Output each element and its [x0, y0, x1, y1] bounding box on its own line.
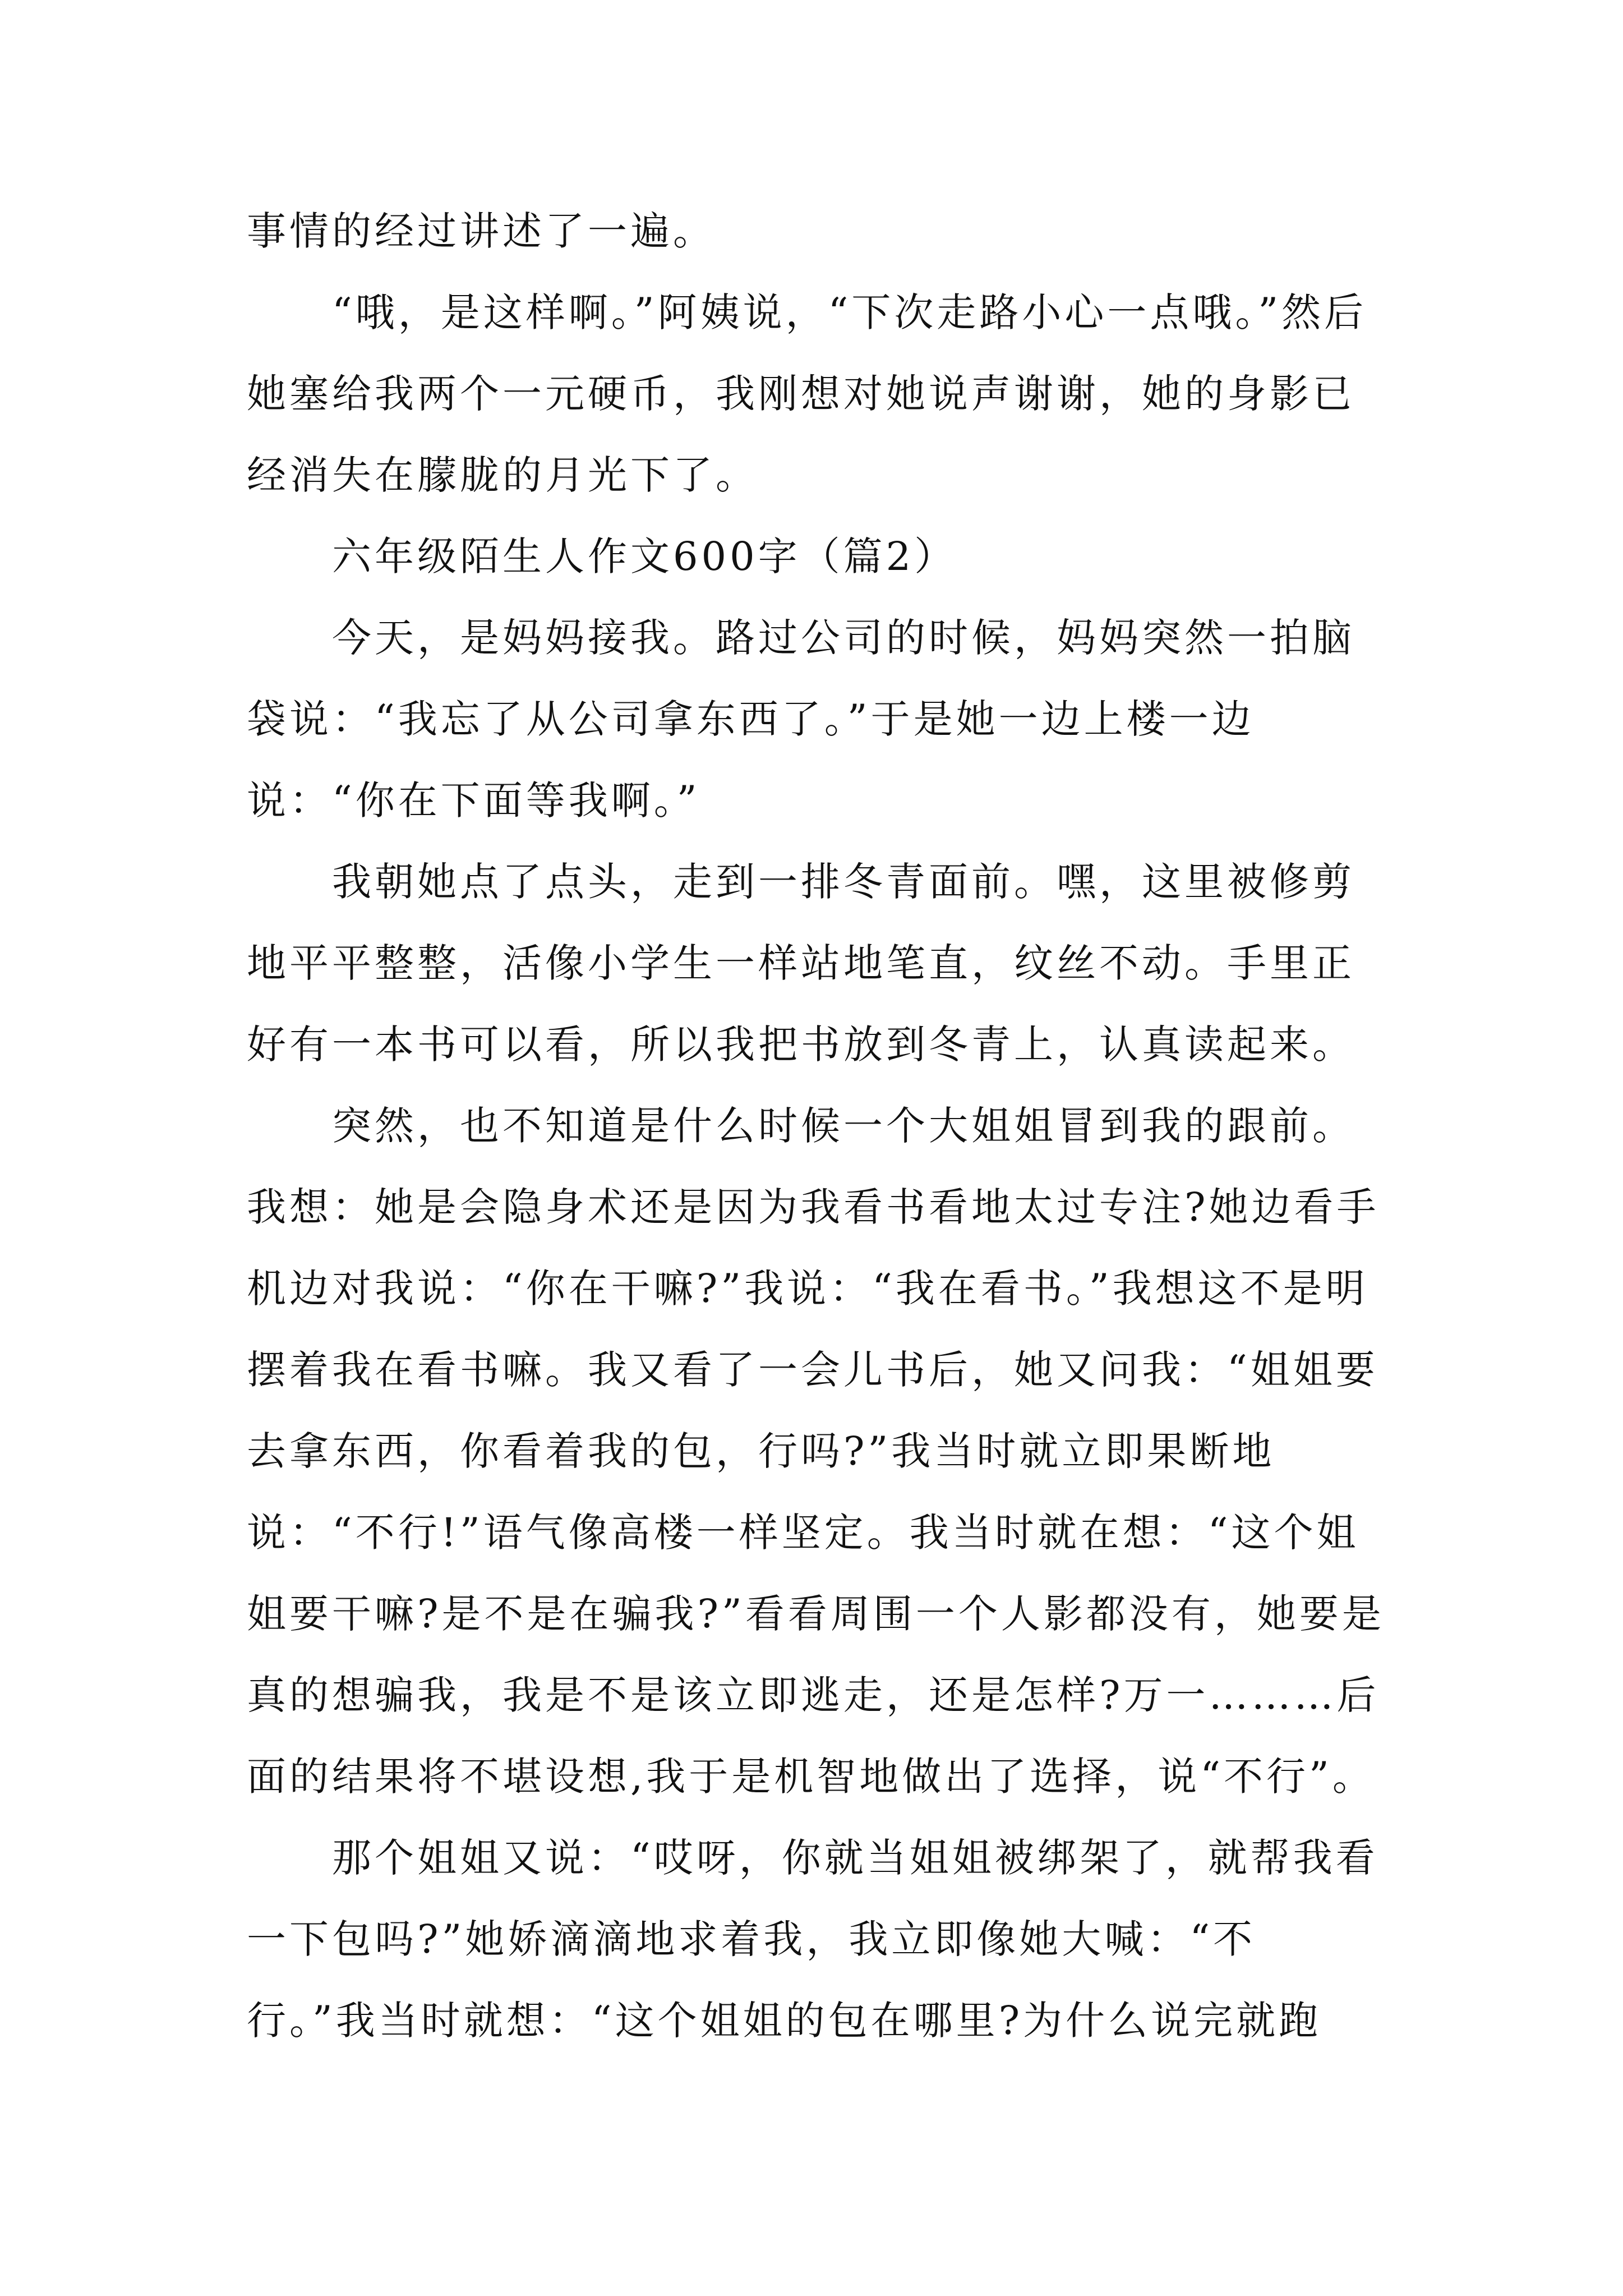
- document-body: [247, 191, 1385, 2062]
- paragraph-continuation: 事情的经过讲述了一遍。: [247, 208, 716, 254]
- paragraph-big-sister: 突然，也不知道是什么时候一个大姐姐冒到我的跟前。我想：她是会隐身术还是因为我看书看地太过专注?她边看手机边对我说：“你在干嘛?”我说：“我在看书。”我想这不是明摆着我在看书嘛。我又看了一会儿书后，她又问我：“姐姐要去拿东西，你看着我的包，行吗?”我当时就立即果断地说：“不行!”语气像高楼一样坚定。我当时就在想：“这个姐姐要干嘛?是不是在骗我?”看看周围一个人影都没有，她要是真的想骗我，我是不是该立即逃走，还是怎样?万一………后面的结果将不堪设想,我于是机智地做出了选择，说“不行”。: [247, 1103, 1385, 1800]
- essay-heading: 六年级陌生人作文600字（篇2）: [332, 533, 957, 579]
- paragraph-hedge: 我朝她点了点头，走到一排冬青面前。嘿，这里被修剪地平平整整，活像小学生一样站地笔直，纹丝不动。手里正好有一本书可以看，所以我把书放到冬青上，认真读起来。: [247, 859, 1355, 1068]
- paragraph-sister-again: 那个姐姐又说：“哎呀，你就当姐姐被绑架了，就帮我看一下包吗?”她娇滴滴地求着我，我立即像她大喊：“不行。”我当时就想：“这个姐姐的包在哪里?为什么说完就跑: [247, 1835, 1378, 2044]
- paragraph-mom-pickup: 今天，是妈妈接我。路过公司的时候，妈妈突然一拍脑袋说：“我忘了从公司拿东西了。”于是她一边上楼一边说：“你在下面等我啊。”: [247, 615, 1355, 823]
- paragraph-aunt-speaks: “哦，是这样啊。”阿姨说，“下次走路小心一点哦。”然后她塞给我两个一元硬币，我刚想对她说声谢谢，她的身影已经消失在朦胧的月光下了。: [247, 289, 1367, 498]
